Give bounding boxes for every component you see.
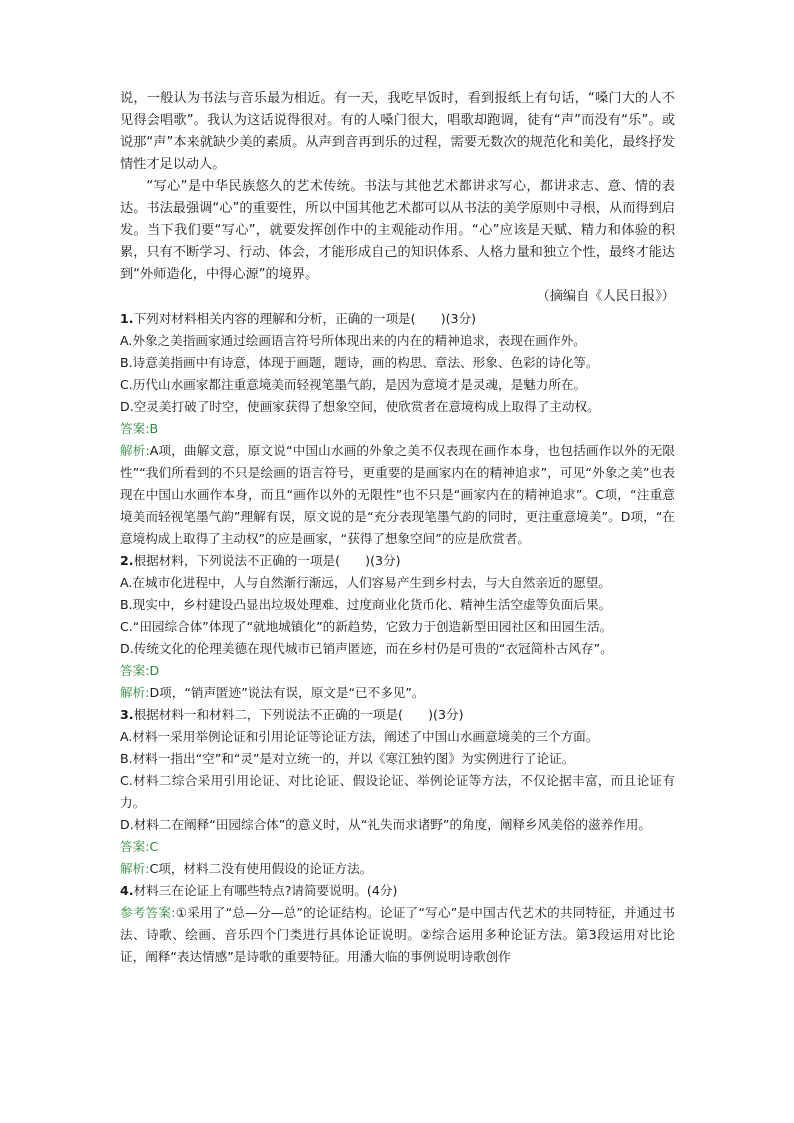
- option-c: C.“田园综合体”体现了“就地城镇化”的新趋势，它致力于创造新型田园社区和田园生活。: [120, 619, 613, 634]
- passage-paragraph-2: “写心”是中华民族悠久的艺术传统。书法与其他艺术都讲求写心，都讲求志、意、情的表达。书法最强调“心”的重要性，所以中国其他艺术都可以从书法的美学原则中寻根，从而得到启发。当下我们要“写心”，就要发挥创作中的主观能动作用。“心”应该是天赋、精力和体验的积累，只有不断学习、行动、体会，才能形成自己的知识体系、人格力量和独立个性，最终才能达到“外师造化，中得心源”的境界。: [120, 179, 675, 282]
- passage-paragraph-1: 说，一般认为书法与音乐最为相近。有一天，我吃早饭时，看到报纸上有句话，“嗓门大的人不见得会唱歌”。我认为这话说得很对。有的人嗓门很大，唱歌却跑调，徒有“声”而没有“乐”。或说那“声”本来就缺少美的素质。从声到音再到乐的过程，需要无数次的规范化和美化，最终抒发情性才足以动人。: [120, 91, 675, 172]
- option-a: A.在城市化进程中，人与自然渐行渐远，人们容易产生到乡村去，与大自然亲近的愿望。: [120, 575, 611, 590]
- analysis-line: 解析:A项，曲解文意，原文说“中国山水画的外象之美不仅表现在画作本身，也包括画作以外的无限性”“我们所看到的不只是绘画的语言符号，更重要的是画家内在的精神追求”，可见“外象之美”也表现在中国山水画作本身，而且“画作以外的无限性”也不只是“画家内在的精神追求”。C项，“注重意境美而轻视笔墨气韵”理解有误，原文说的是“充分表现笔墨气韵的同时，更注重意境美”。D项，“在意境构成上取得了主动权”的应是画家，“获得了想象空间”的应是欣赏者。: [120, 443, 676, 546]
- question-stem: 3.根据材料一和材料二，下列说法不正确的一项是( )(3分): [120, 707, 464, 722]
- option-d: D.传统文化的伦理美德在现代城市已销声匿迹，而在乡村仍是可贵的“衣冠简朴古风存”。: [120, 641, 613, 656]
- passage-source: （摘编自《人民日报》）: [536, 289, 675, 304]
- option-c: C.历代山水画家都注重意境美而轻视笔墨气韵，是因为意境才是灵魂，是魅力所在。: [120, 377, 587, 392]
- answer-line: 答案:D: [120, 663, 160, 678]
- analysis-line: 解析:D项，“销声匿迹”说法有误，原文是“已不多见”。: [120, 685, 425, 700]
- question-stem: 1.下列对材料相关内容的理解和分析，正确的一项是( )(3分): [120, 311, 477, 326]
- question-1: [120, 308, 675, 550]
- option-b: B.现实中，乡村建设凸显出垃圾处理难、过度商业化货币化、精神生活空虚等负面后果。: [120, 597, 612, 612]
- option-c: C.材料二综合采用引用论证、对比论证、假设论证、举例论证等方法，不仅论据丰富，而且论证有力。: [120, 773, 675, 810]
- question-4: [120, 880, 675, 968]
- option-b: B.诗意美指画中有诗意，体现于画题，题诗，画的构思、章法、形象、色彩的诗化等。: [120, 355, 599, 370]
- option-d: D.材料二在阐释“田园综合体”的意义时，从“礼失而求诸野”的角度，阐释乡风美俗的滋养作用。: [120, 817, 651, 832]
- reference-answer: 参考答案:①采用了“总—分—总”的论证结构。论证了“写心”是中国古代艺术的共同特征，并通过书法、诗歌、绘画、音乐四个门类进行具体论证说明。②综合运用多种论证方法。第3段运用对比论证，阐释“表达情感”是诗歌的重要特征。用潘大临的事例说明诗歌创作: [120, 905, 676, 964]
- answer-line: 答案:B: [120, 421, 159, 436]
- option-b: B.材料一指出“空”和“灵”是对立统一的，并以《寒江独钓图》为实例进行了论证。: [120, 751, 575, 766]
- question-stem: 2.根据材料，下列说法不正确的一项是( )(3分): [120, 553, 401, 568]
- question-2: [120, 550, 675, 704]
- question-stem: 4.材料三在论证上有哪些特点?请简要说明。(4分): [120, 883, 398, 898]
- document-content: [120, 88, 675, 968]
- option-a: A.外象之美指画家通过绘画语言符号所体现出来的内在的精神追求，表现在画作外。: [120, 333, 586, 348]
- question-3: [120, 704, 675, 880]
- analysis-line: 解析:C项，材料二没有使用假设的论证方法。: [120, 861, 373, 876]
- option-d: D.空灵美打破了时空，使画家获得了想象空间，使欣赏者在意境构成上取得了主动权。: [120, 399, 600, 414]
- option-a: A.材料一采用举例论证和引用论证等论证方法，阐述了中国山水画意境美的三个方面。: [120, 729, 599, 744]
- answer-line: 答案:C: [120, 839, 159, 854]
